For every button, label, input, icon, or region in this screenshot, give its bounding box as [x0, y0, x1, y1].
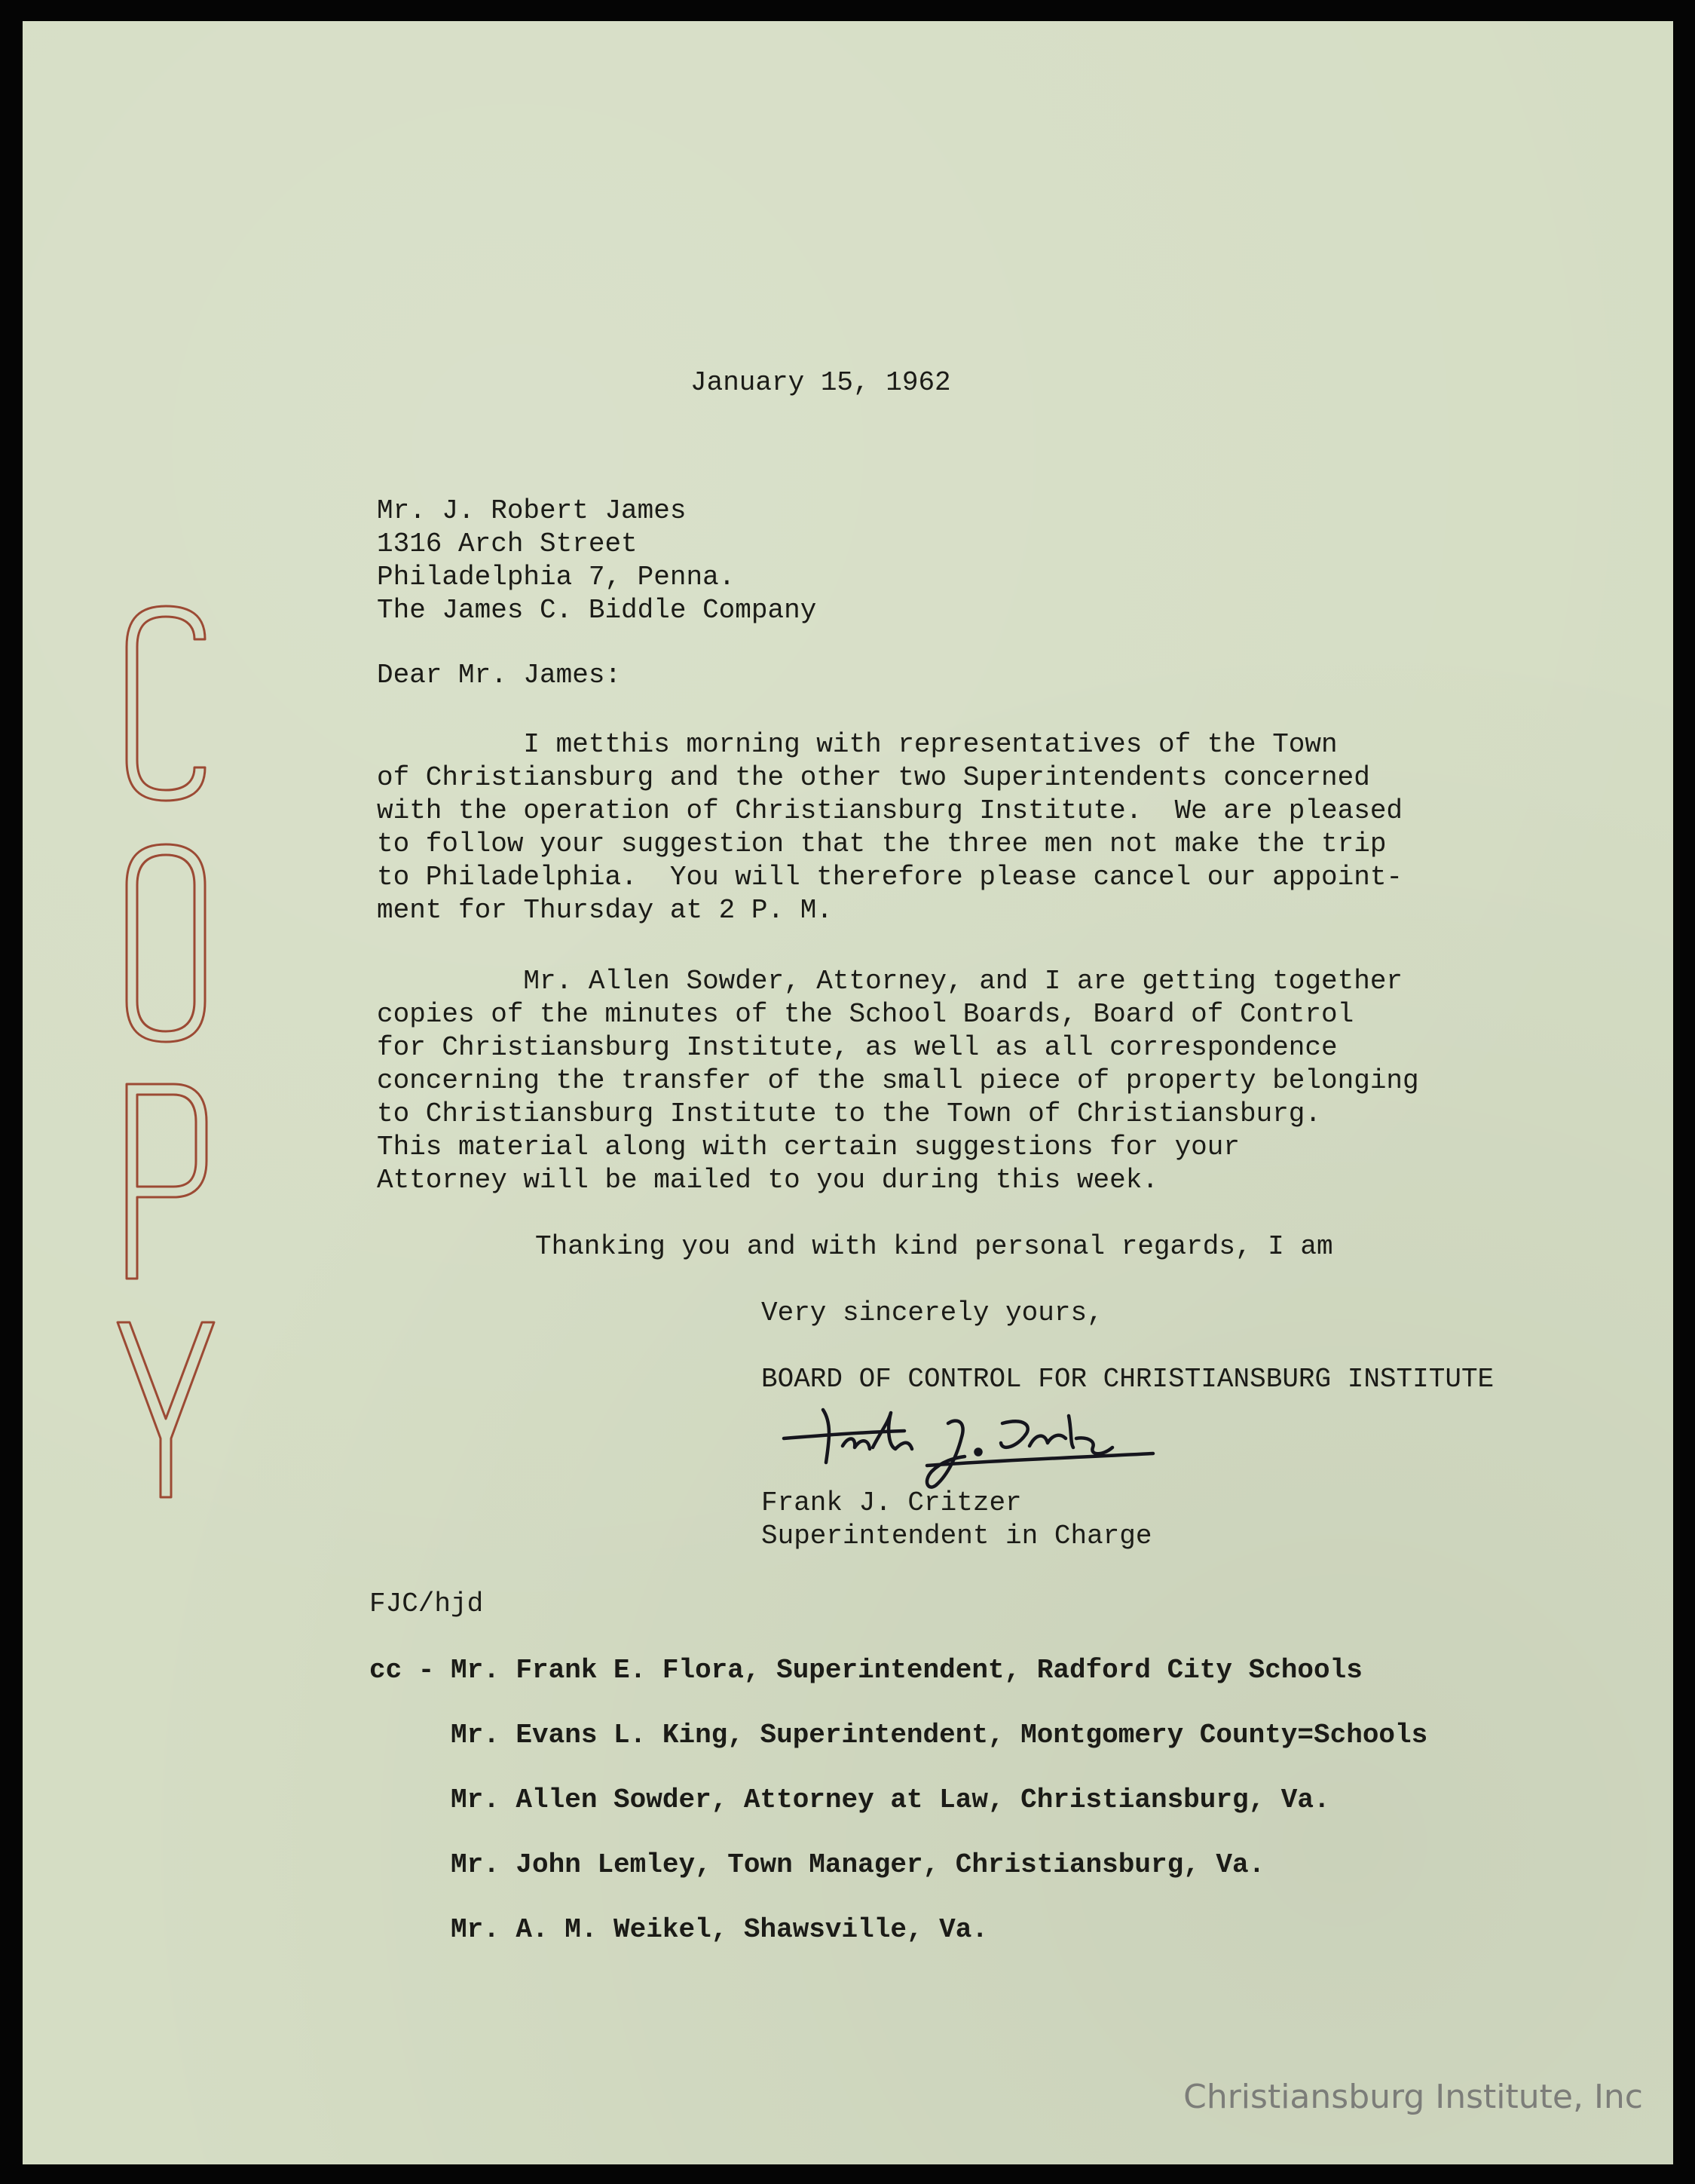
cc-line: Mr. Evans L. King, Superintendent, Montgomery County=Schools [369, 1720, 1428, 1751]
letter-date: January 15, 1962 [690, 367, 951, 398]
paragraph-2-line: copies of the minutes of the School Boards, Board of Control [377, 999, 1354, 1030]
organization-name: BOARD OF CONTROL FOR CHRISTIANSBURG INSTITUTE [761, 1364, 1495, 1395]
letter-page [23, 21, 1673, 2164]
paragraph-1-line: to follow your suggestion that the three men not make the trip [377, 829, 1387, 859]
complimentary-close: Very sincerely yours, [761, 1297, 1103, 1328]
archive-watermark: Christiansburg Institute, Inc [1183, 2078, 1643, 2116]
closing-line: Thanking you and with kind personal regards, I am [535, 1231, 1333, 1262]
signer-name: Frank J. Critzer [761, 1487, 1022, 1518]
paragraph-1-line: with the operation of Christiansburg Institute. We are pleased [377, 795, 1403, 826]
address-line: Mr. J. Robert James [377, 495, 687, 526]
salutation: Dear Mr. James: [377, 660, 622, 691]
paragraph-2-line: concerning the transfer of the small piece of property belonging [377, 1065, 1419, 1096]
paragraph-2-line: Attorney will be mailed to you during this week. [377, 1165, 1158, 1196]
handwritten-signature [776, 1393, 1168, 1499]
cc-line: Mr. John Lemley, Town Manager, Christiansburg, Va. [369, 1849, 1265, 1880]
cc-line: cc - Mr. Frank E. Flora, Superintendent, Radford City Schools [369, 1655, 1363, 1686]
paragraph-2-line: to Christiansburg Institute to the Town of Christiansburg. [377, 1098, 1322, 1129]
paragraph-1-line: to Philadelphia. You will therefore please cancel our appoint- [377, 862, 1403, 893]
paragraph-2-line: Mr. Allen Sowder, Attorney, and I are getting together [377, 966, 1403, 997]
cc-line: Mr. A. M. Weikel, Shawsville, Va. [369, 1914, 988, 1945]
paragraph-2-line: This material along with certain suggestions for your [377, 1132, 1240, 1162]
copy-stamp-graphic [113, 602, 219, 1506]
address-line: The James C. Biddle Company [377, 595, 817, 626]
address-line: Philadelphia 7, Penna. [377, 562, 736, 593]
signature-graphic [776, 1393, 1168, 1499]
signer-title: Superintendent in Charge [761, 1521, 1152, 1551]
paragraph-2-line: for Christiansburg Institute, as well as all correspondence [377, 1032, 1338, 1063]
paragraph-1-line: I metthis morning with representatives of the Town [377, 729, 1338, 760]
address-line: 1316 Arch Street [377, 528, 638, 559]
paragraph-1-line: of Christiansburg and the other two Superintendents concerned [377, 762, 1370, 793]
paragraph-1-line: ment for Thursday at 2 P. M. [377, 895, 833, 926]
cc-line: Mr. Allen Sowder, Attorney at Law, Christiansburg, Va. [369, 1784, 1330, 1815]
copy-stamp [113, 602, 219, 1506]
reference-initials: FJC/hjd [369, 1588, 484, 1619]
